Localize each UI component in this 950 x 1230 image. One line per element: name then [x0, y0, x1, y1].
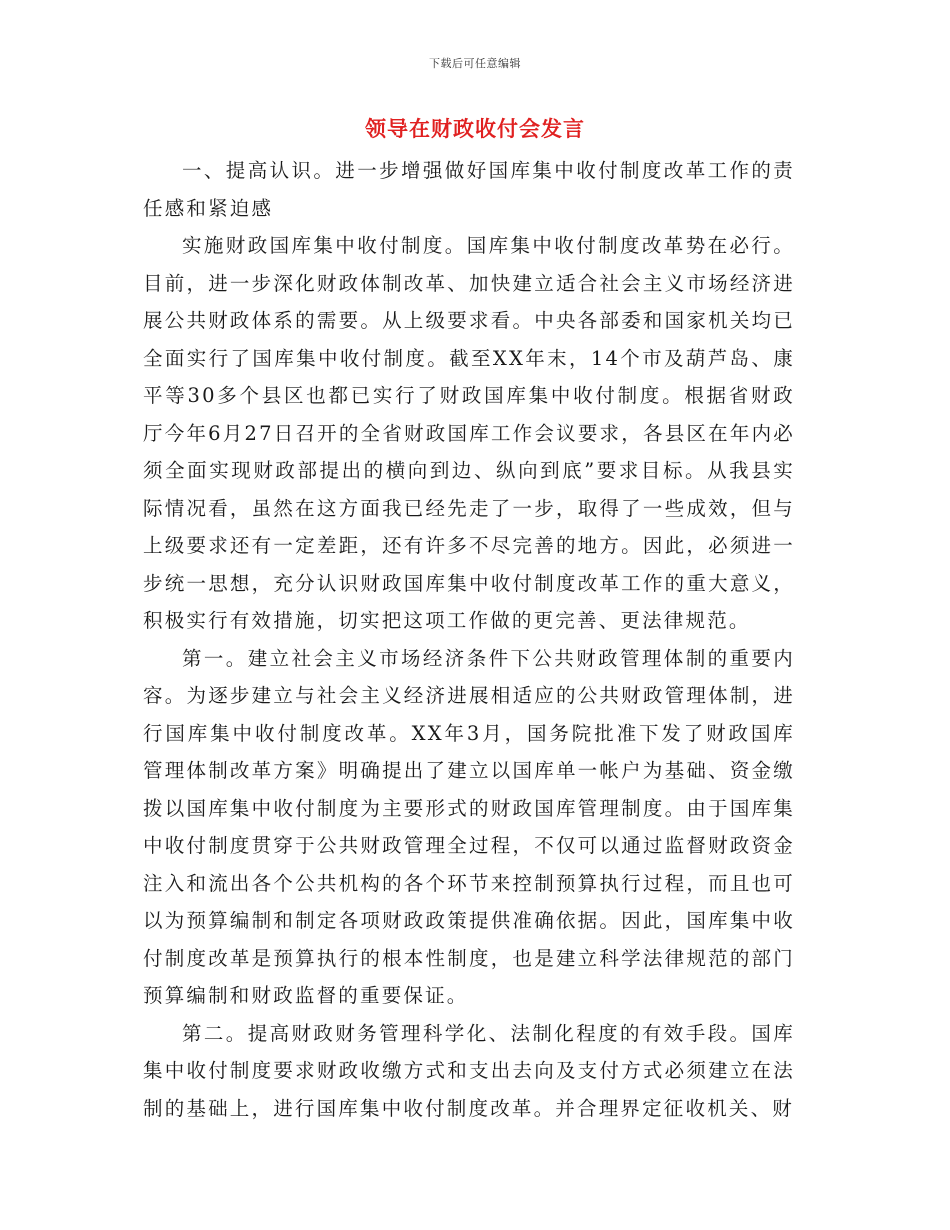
paragraph: 第二。提高财政财务管理科学化、法制化程度的有效手段。国库集中收付制度要求财政收缴方式和支出去向及支付方式必须建立在法制的基础上，进行国库集中收付制度改革。并合理界定征收机关、财 [143, 1021, 795, 1120]
paragraph-heading: 一、提高认识。进一步增强做好国库集中收付制度改革工作的责任感和紧迫感 [143, 159, 795, 220]
paragraph: 第一。建立社会主义市场经济条件下公共财政管理体制的重要内容。为逐步建立与社会主义经济进展相适应的公共财政管理体制，进行国库集中收付制度改革。XX年3月，国务院批准下发了财政国库管理体制改革方案》明确提出了建立以国库单一帐户为基础、资金缴拨以国库集中收付制度为主要形式的财政国库管理制度。由于国库集中收付制度贯穿于公共财政管理全过程，不仅可以通过监督财政资金注入和流出各个公共机构的各个环节来控制预算执行过程，而且也可以为预算编制和制定各项财政政策提供准确依据。因此，国库集中收付制度改革是预算执行的根本性制度，也是建立科学法律规范的部门预算编制和财政监督的重要保证。 [143, 646, 795, 1007]
paragraph: 实施财政国库集中收付制度。国库集中收付制度改革势在必行。目前，进一步深化财政体制改革、加快建立适合社会主义市场经济进展公共财政体系的需要。从上级要求看。中央各部委和国家机关均已全面实行了国库集中收付制度。截至XX年末，14个市及葫芦岛、康平等30多个县区也都已实行了财政国库集中收付制度。根据省财政厅今年6月27日召开的全省财政国库工作会议要求，各县区在年内必须全面实现财政部提出的横向到边、纵向到底”要求目标。从我县实际情况看，虽然在这方面我已经先走了一步，取得了一些成效，但与上级要求还有一定差距，还有许多不尽完善的地方。因此，必须进一步统一思想，充分认识财政国库集中收付制度改革工作的重大意义，积极实行有效措施，切实把这项工作做的更完善、更法律规范。 [143, 234, 795, 632]
document-title: 领导在财政收付会发言 [365, 116, 585, 141]
header-note: 下载后可任意编辑 [429, 57, 521, 70]
document-body [143, 152, 795, 1127]
